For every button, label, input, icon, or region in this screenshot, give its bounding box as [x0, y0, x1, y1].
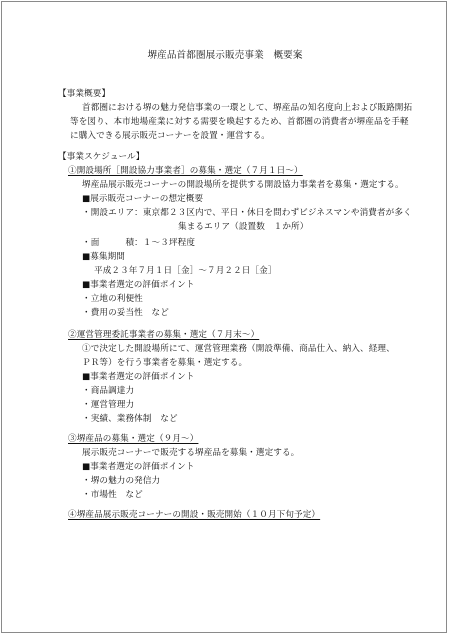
section-1-period-heading: ■募集期間: [82, 252, 125, 262]
overview-line-1: 首都圏における堺の魅力発信事業の一環として、堺産品の知名度向上および販路開拓: [82, 103, 413, 113]
overview-heading: 【事業概要】: [58, 89, 111, 99]
section-2-criterion-3: ・実績、業務体制 など: [82, 414, 178, 424]
section-2-criterion-2: ・運営管理力: [82, 400, 135, 410]
section-1-criterion-2: ・費用の妥当性 など: [82, 308, 169, 318]
overview-line-3: に購入できる展示販売コーナーを設置・運営する。: [70, 131, 270, 141]
section-1-criteria-heading: ■事業者選定の評価ポイント: [82, 280, 195, 290]
document-page: [1, 1, 447, 633]
schedule-heading: 【事業スケジュール】: [58, 152, 145, 162]
section-3-title: ③堺産品の募集・選定（９月～）: [68, 434, 199, 444]
section-3-criterion-2: ・市場性 など: [82, 490, 143, 500]
section-1-area-line-2: 集まるエリア（設置数 １か所）: [178, 222, 309, 232]
section-2-title: ②運営管理委託事業者の募集・選定（７月末～）: [68, 330, 260, 340]
section-2-criterion-1: ・商品調達力: [82, 386, 135, 396]
section-3-line-1: 展示販売コーナーで販売する堺産品を募集・選定する。: [82, 448, 300, 458]
section-1-period: 平成２３年７月１日［金］～７月２２日［金］: [94, 266, 277, 276]
section-3-criteria-heading: ■事業者選定の評価ポイント: [82, 462, 195, 472]
section-1-intro: 堺産品展示販売コーナーの開設場所を提供する開設協力事業者を募集・選定する。: [82, 180, 404, 190]
section-1-title: ①開設場所［開設協力事業者］の募集・選定（７月１日～）: [68, 166, 303, 176]
document-title: 堺産品首都圏展示販売事業 概要案: [147, 50, 303, 61]
section-2-line-2: ＰＲ等）を行う事業者を募集・選定する。: [82, 358, 248, 368]
section-1-criterion-1: ・立地の利便性: [82, 294, 143, 304]
section-4-title: ④堺産品展示販売コーナーの開設・販売開始（１０月下旬予定）: [68, 510, 321, 520]
section-1-area-line-1: ・開設エリア：東京都２３区内で、平日・休日を問わずビジネスマンや消費者が多く: [82, 208, 412, 218]
section-1-subheading: ■展示販売コーナーの想定概要: [82, 194, 204, 204]
section-2-criteria-heading: ■事業者選定の評価ポイント: [82, 372, 195, 382]
overview-line-2: 等を図り、本市地場産業に対する需要を喚起するため、首都圏の消費者が堺産品を手軽: [70, 117, 409, 127]
section-3-criterion-1: ・堺の魅力の発信力: [82, 476, 161, 486]
section-1-size: ・面 積：１～３坪程度: [82, 238, 196, 248]
section-2-line-1: ①で決定した開設場所にて、運営管理業務（開設準備、商品仕入、納入、経理、: [82, 344, 395, 354]
